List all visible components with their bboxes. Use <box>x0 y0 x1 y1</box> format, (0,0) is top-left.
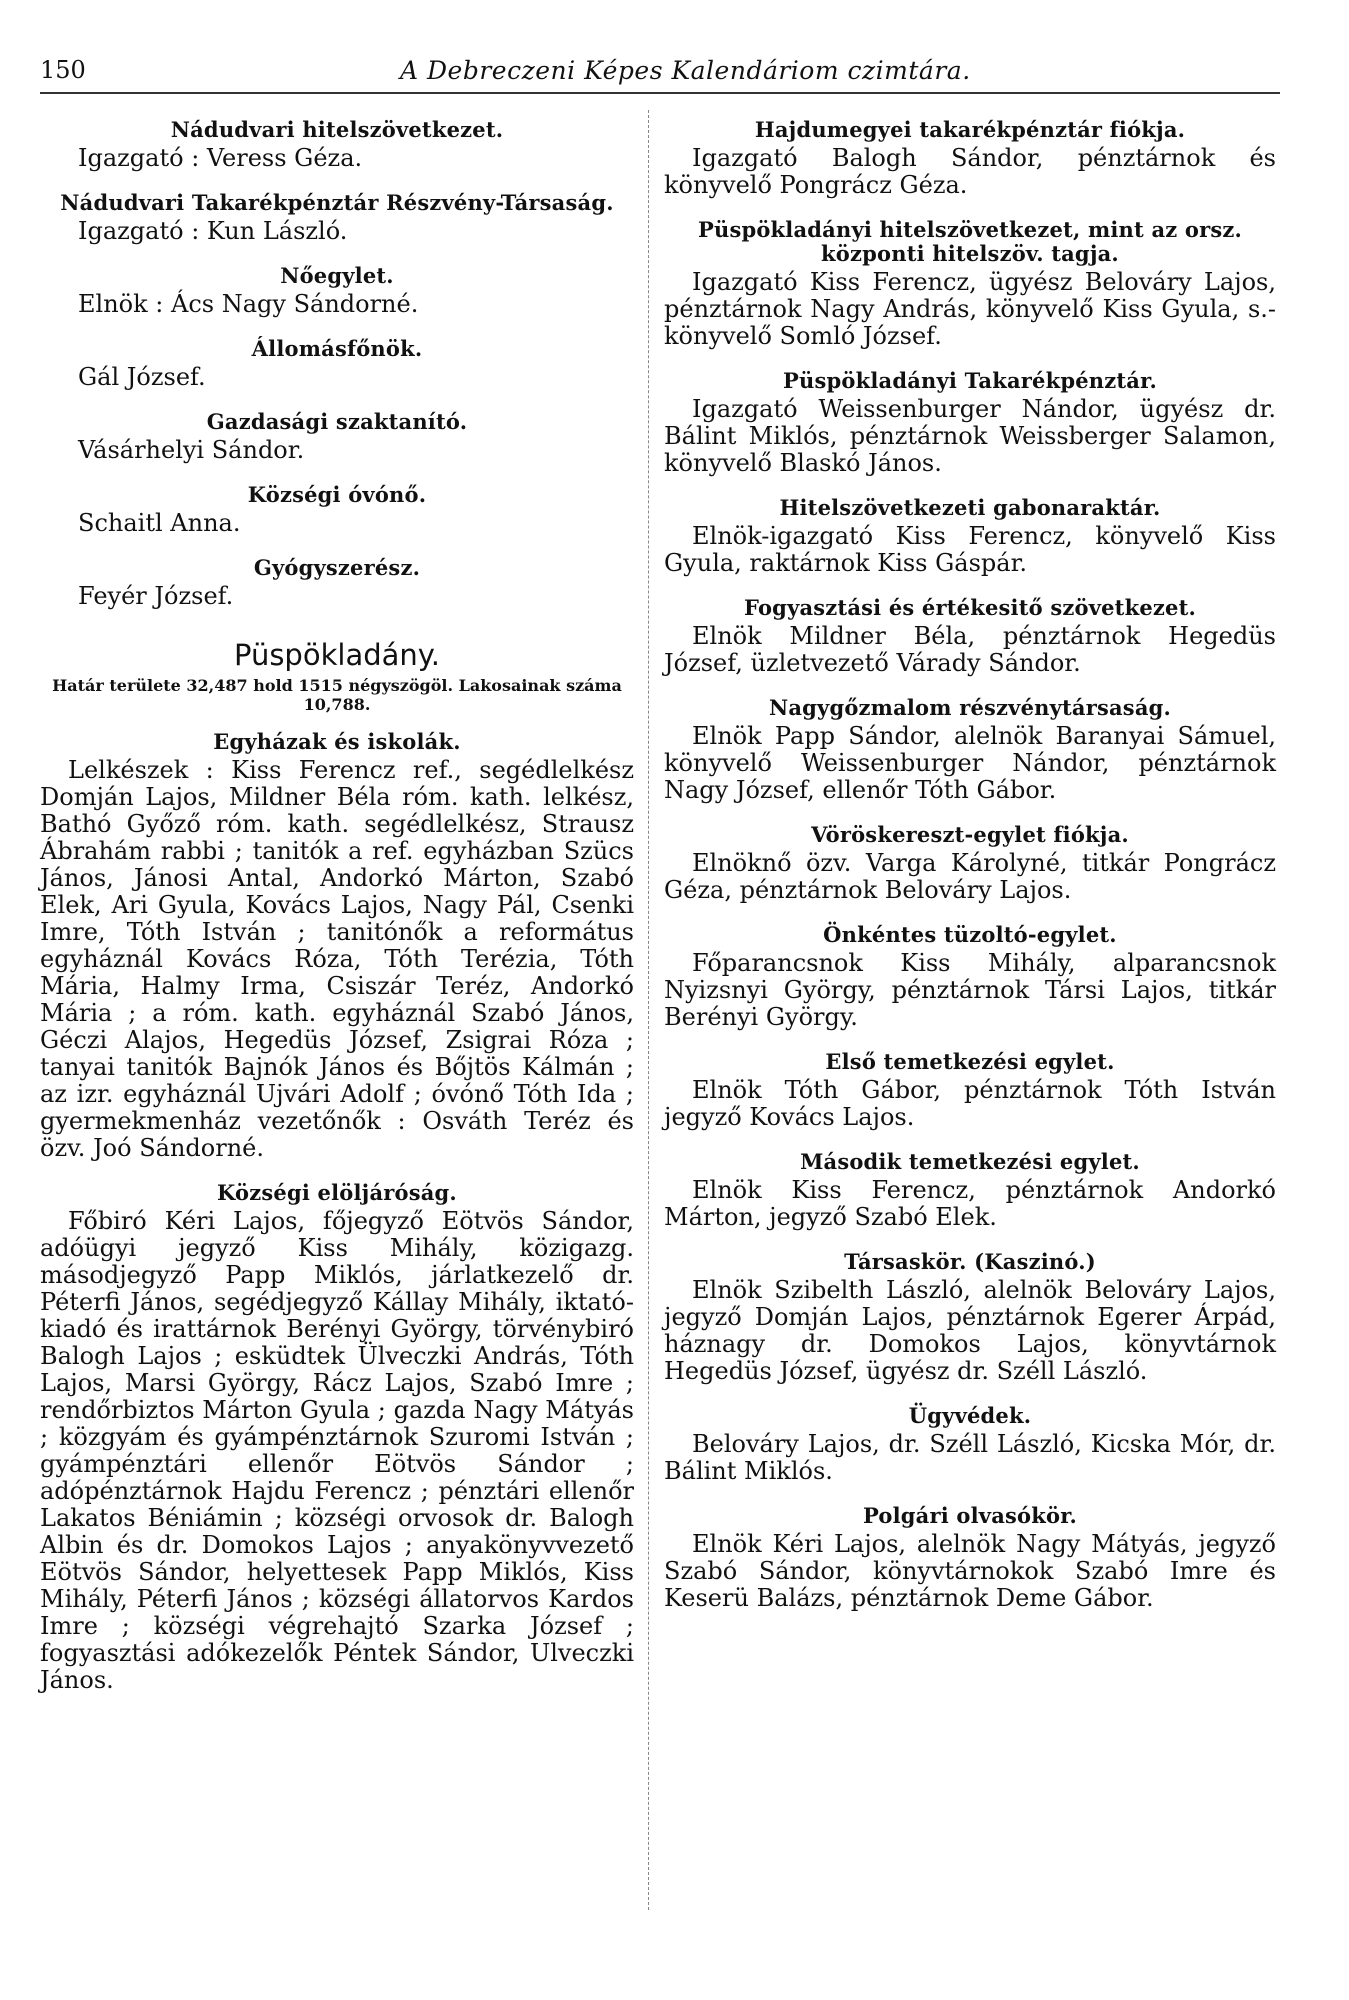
entry-heading: Első temetkezési egylet. <box>825 1049 1115 1074</box>
directory-entry <box>664 1050 1276 1131</box>
directory-entry <box>664 118 1276 199</box>
entry-heading: Polgári olvasókör. <box>862 1503 1078 1528</box>
entry-heading: Vöröskereszt-egylet fiókja. <box>811 822 1129 847</box>
directory-entry <box>40 410 634 464</box>
entry-text: Elnök Papp Sándor, alelnök Baranyai Sámuel, könyvelő Weissenburger Nándor, pénztárnok Nagy József, ellenőr Tóth Gábor. <box>664 722 1276 804</box>
entry-text: Belováry Lajos, dr. Széll László, Kicska Mór, dr. Bálint Miklós. <box>664 1430 1276 1485</box>
entry-text: Igazgató : Veress Géza. <box>78 144 363 172</box>
entry-text: Főparancsnok Kiss Mihály, alparancsnok Nyizsnyi György, pénztárnok Társi Lajos, titkár Berényi György. <box>664 949 1276 1031</box>
entry-heading: Társaskör. (Kaszinó.) <box>844 1249 1096 1274</box>
entry-text: Lelkészek : Kiss Ferencz ref., segédlelkész Domján Lajos, Mildner Béla róm. kath. lelkész, Bathó Győző róm. kath. segédlelkész, Strausz Ábrahám rabbi ; tanitók a ref. egyházban Szücs János, Jánosi Antal, Andorkó Márton, Szabó Elek, Ari Gyula, Kovács Lajos, Nagy Pál, Csenki Imre, Tóth István ; tanitónők a református egyháznál Kovács Róza, Tóth Terézia, Tóth Mária, Halmy Irma, Csiszár Teréz, Andorkó Mária ; a róm. kath. egyháznál Szabó János, Géczi Alajos, Hegedüs József, Zsigrai Róza ; tanyai tanitók Bajnók János és Bőjtös Kálmán ; az izr. egyháznál Ujvári Adolf ; óvónő Tóth Ida ; gyermekmenház vezetőnők : Osváth Teréz és özv. Joó Sándorné. <box>40 756 634 1162</box>
right-column <box>664 118 1276 1631</box>
entry-heading: Községi óvónő. <box>247 482 427 507</box>
entry-heading: Püspökladányi Takarékpénztár. <box>783 368 1157 393</box>
entry-heading: Püspökladányi hitelszövetkezet, mint az orsz. központi hitelszöv. tagja. <box>697 217 1243 266</box>
entry-heading: Ügyvédek. <box>908 1403 1032 1428</box>
entry-heading: Községi elöljáróság. <box>217 1180 457 1205</box>
entry-heading: Nádudvari hitelszövetkezet. <box>170 117 504 142</box>
entry-text: Feyér József. <box>78 582 234 610</box>
entry-text: Elnök Tóth Gábor, pénztárnok Tóth István jegyző Kovács Lajos. <box>664 1076 1276 1131</box>
directory-entry <box>40 556 634 610</box>
entry-text: Igazgató Weissenburger Nándor, ügyész dr. Bálint Miklós, pénztárnok Weissberger Salamon, könyvelő Blaskó János. <box>664 395 1276 477</box>
entry-heading: Hajdumegyei takarékpénztár fiókja. <box>754 117 1186 142</box>
entry-heading: Nőegylet. <box>280 263 394 288</box>
directory-entry <box>40 730 634 1162</box>
entry-heading: Egyházak és iskolák. <box>213 729 461 754</box>
entry-text: Igazgató Balogh Sándor, pénztárnok és könyvelő Pongrácz Géza. <box>664 144 1276 199</box>
directory-entry <box>40 1181 634 1694</box>
entry-text: Gál József. <box>78 363 206 391</box>
directory-entry <box>664 218 1276 350</box>
page-number: 150 <box>40 56 86 84</box>
entry-text: Igazgató : Kun László. <box>78 217 348 245</box>
running-title: A Debreczeni Képes Kalendáriom czimtára. <box>400 56 971 85</box>
directory-entry <box>664 1250 1276 1385</box>
header-rule <box>40 92 1280 94</box>
entry-text: Elnök Szibelth László, alelnök Belováry Lajos, jegyző Domján Lajos, pénztárnok Egerer Árpád, háznagy dr. Domokos Lajos, könyvtárnok Hegedüs József, ügyész dr. Széll László. <box>664 1276 1276 1385</box>
entry-heading: Gazdasági szaktanító. <box>206 409 468 434</box>
directory-entry <box>40 191 634 245</box>
entry-heading: Nádudvari Takarékpénztár Részvény-Társaság. <box>60 190 614 215</box>
directory-entry <box>664 923 1276 1031</box>
left-column <box>40 118 634 1713</box>
directory-entry <box>40 118 634 172</box>
column-divider <box>648 110 650 1910</box>
directory-entry <box>664 823 1276 904</box>
directory-entry <box>664 1504 1276 1612</box>
entry-heading: Gyógyszerész. <box>253 555 421 580</box>
entry-text: Elnök-igazgató Kiss Ferencz, könyvelő Kiss Gyula, raktárnok Kiss Gáspár. <box>664 522 1276 577</box>
directory-entry <box>40 264 634 318</box>
entry-text: Vásárhelyi Sándor. <box>78 436 305 464</box>
entry-text: Elnöknő özv. Varga Károlyné, titkár Pongrácz Géza, pénztárnok Belováry Lajos. <box>664 849 1276 904</box>
entry-heading: Fogyasztási és értékesitő szövetkezet. <box>744 595 1196 620</box>
directory-entry <box>664 1150 1276 1231</box>
directory-entry <box>664 696 1276 804</box>
town-title: Püspökladány. <box>233 638 441 672</box>
directory-entry <box>40 337 634 391</box>
entry-heading: Nagygőzmalom részvénytársaság. <box>768 695 1172 720</box>
entry-heading: Hitelszövetkezeti gabonaraktár. <box>779 495 1161 520</box>
town-info: Határ területe 32,487 hold 1515 négyszögöl. Lakosainak száma 10,788. <box>52 676 622 714</box>
entry-heading: Állomásfőnök. <box>251 336 423 361</box>
entry-text: Főbiró Kéri Lajos, főjegyző Eötvös Sándor, adóügyi jegyző Kiss Mihály, közigazg. másodjegyző Papp Miklós, járlatkezelő dr. Péterfi János, segédjegyző Kállay Mihály, iktató-kiadó és irattárnok Berényi György, törvénybiró Balogh Lajos ; esküdtek Ülveczki András, Tóth Lajos, Marsi György, Rácz Lajos, Szabó Imre ; rendőrbiztos Márton Gyula ; gazda Nagy Mátyás ; közgyám és gyámpénztárnok Szuromi István ; gyámpénztári ellenőr Eötvös Sándor ; adópénztárnok Hajdu Ferencz ; pénztári ellenőr Lakatos Béniámin ; községi orvosok dr. Balogh Albin és dr. Domokos Lajos ; anyakönyvvezető Eötvös Sándor, helyettesek Papp Miklós, Kiss Mihály, Péterfi János ; községi állatorvos Kardos Imre ; községi végrehajtó Szarka József ; fogyasztási adókezelők Péntek Sándor, Ulveczki János. <box>40 1207 634 1694</box>
entry-text: Elnök Mildner Béla, pénztárnok Hegedüs József, üzletvezető Várady Sándor. <box>664 622 1276 677</box>
directory-entry <box>664 369 1276 477</box>
directory-entry <box>664 496 1276 577</box>
entry-text: Elnök Kiss Ferencz, pénztárnok Andorkó Márton, jegyző Szabó Elek. <box>664 1176 1276 1231</box>
entry-text: Elnök Kéri Lajos, alelnök Nagy Mátyás, jegyző Szabó Sándor, könyvtárnokok Szabó Imre és Keserü Balázs, pénztárnok Deme Gábor. <box>664 1530 1276 1612</box>
entry-heading: Önkéntes tüzoltó-egylet. <box>823 922 1117 947</box>
entry-text: Igazgató Kiss Ferencz, ügyész Belováry Lajos, pénztárnok Nagy András, könyvelő Kiss Gyula, s.-könyvelő Somló József. <box>664 268 1276 350</box>
entry-text: Elnök : Ács Nagy Sándorné. <box>78 290 419 318</box>
directory-entry <box>664 1404 1276 1485</box>
entry-text: Schaitl Anna. <box>78 509 241 537</box>
directory-entry <box>664 596 1276 677</box>
entry-heading: Második temetkezési egylet. <box>800 1149 1140 1174</box>
directory-entry <box>40 483 634 537</box>
